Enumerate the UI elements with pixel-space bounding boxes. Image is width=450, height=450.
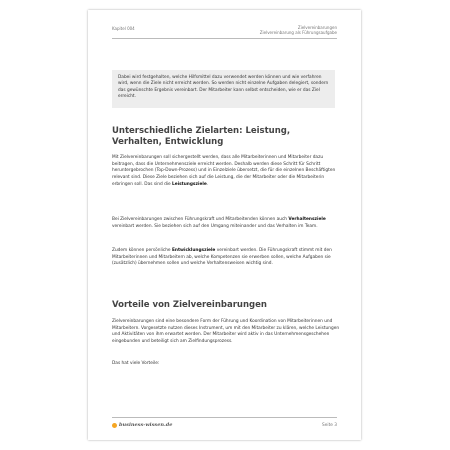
keyword-entwicklungsziele: Entwicklungsziele (171, 248, 216, 253)
document-page (88, 10, 361, 440)
brand-dot-icon (112, 423, 117, 428)
paragraph-text-end: vereinbart werden. Die Führungskraft stimmt mit den Mitarbeiterinnen und Mitarbeitern ab, welche Kompetenzen sie erwerben sollen, welche Aufgaben sie (zusätzlich) übernehmen sollen und welche Verhaltensweisen wichtig sind. (112, 248, 332, 267)
header-title: Zielvereinbarungen (297, 25, 337, 30)
brand-logo[interactable] (112, 422, 172, 428)
header-titles (260, 25, 337, 35)
page-number: Seite 3 (322, 423, 337, 428)
paragraph-entwicklungsziele (112, 248, 342, 268)
keyword-leistungsziele: Leistungsziele (172, 181, 207, 187)
header-divider (112, 38, 337, 39)
paragraph-text: Bei Zielvereinbarungen zwischen Führungskraft und Mitarbeitenden können auch (112, 217, 289, 222)
paragraph-text: Mit Zielvereinbarungen soll sichergestellt werden, dass alle Mitarbeiterinnen und Mitarbeiter dazu beitragen, dass die Unternehmensziele erreicht werden. Deshalb werden diese Schritt für Schritt heruntergebrochen (Top-Down-Prozess) und in Einzelziele übersetzt, die für die einzelnen Beschäftigten relevant sind. Diese Ziele beziehen sich auf die Leistung, die der Mitarbeiter oder die Mitarbeiterin erbringen soll. Das sind die (112, 155, 336, 187)
paragraph-vorteile: Zielvereinbarungen sind eine besondere Form der Führung und Koordination von Mitarbeiterinnen und Mitarbeitern. Vorgesetzte nutzen dieses Instrument, um mit den Mitarbeiter zu klären, welche Leistungen und Aktivitäten von ihm erwartet werden. Der Mitarbeiter wird aktiv in das Unternehmensgeschehen eingebunden und beteiligt sich am Zielfindungsprozess. (112, 319, 340, 345)
paragraph-text: Zudem können persönliche (112, 248, 172, 253)
paragraph-verhaltensziele (112, 217, 342, 230)
section-heading-vorteile: Vorteile von Zielvereinbarungen (112, 300, 267, 310)
footer-divider (112, 417, 337, 418)
header-subtitle: Zielvereinbarung als Führungsaufgabe (259, 30, 337, 35)
keyword-verhaltensziele: Verhaltensziele (288, 217, 326, 222)
paragraph-text-end: . (206, 181, 209, 187)
paragraph-vorteile-intro: Das hat viele Vorteile: (112, 361, 160, 366)
paragraph-text-end: vereinbart werden. Sie beziehen sich auf den Umgang miteinander und das Verhalten im Team. (112, 223, 318, 229)
info-box: Dabei wird festgehalten, welche Hilfsmittel dazu verwendet werden können und wie verfahren wird, wenn die Ziele nicht erreicht werden. So werden nicht einzelne Aufgaben delegiert, sondern das gewünschte Ergebnis vereinbart. Der Mitarbeiter kann selbst entscheiden, wie er das Ziel erreicht. (112, 70, 335, 108)
paragraph-leistungsziele (112, 155, 342, 189)
header-chapter: Kapitel 004 (112, 26, 135, 31)
brand-name: business-wissen.de (119, 422, 173, 428)
section-heading-zielarten: Unterschiedliche Zielarten: Leistung, Verhalten, Entwicklung (112, 126, 291, 147)
